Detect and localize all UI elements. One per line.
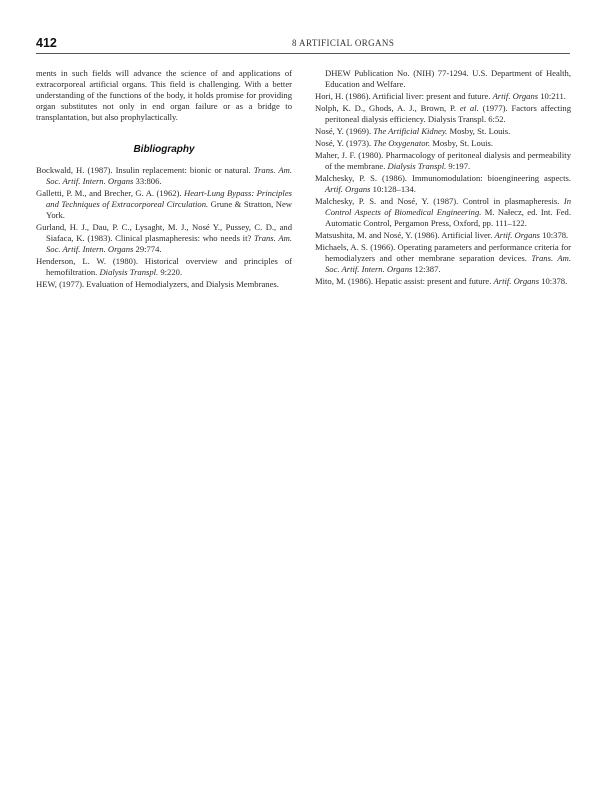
reference-entry	[315, 173, 571, 195]
reference-entry	[315, 242, 571, 275]
reference-post: 10:378.	[540, 230, 569, 240]
reference-ital: The Oxygenator.	[373, 138, 431, 148]
reference-post: 10:211.	[538, 91, 566, 101]
right-column	[315, 68, 571, 288]
reference-entry	[315, 138, 571, 149]
reference-entry	[36, 188, 292, 221]
reference-ital: Dialysis Transpl.	[387, 161, 447, 171]
reference-post: (1977). Factors affecting peritoneal dialysis efficiency. Dialysis Transpl. 6:52.	[325, 103, 572, 124]
left-column	[36, 68, 292, 291]
reference-pre: Mito, M. (1986). Hepatic assist: present and future.	[315, 276, 494, 286]
reference-post: Mosby, St. Louis.	[430, 138, 494, 148]
reference-pre: Hori, H. (1986). Artificial liver: present and future.	[315, 91, 493, 101]
reference-post: 10:378.	[539, 276, 568, 286]
reference-pre: Malchesky, P. S. and Nosé, Y. (1987). Control in plasmapheresis.	[315, 196, 564, 206]
reference-entry	[315, 230, 571, 241]
reference-post: 10:128–134.	[370, 184, 416, 194]
reference-pre: Nolph, K. D., Ghods, A. J., Brown, P.	[315, 103, 460, 113]
reference-post: 33:806.	[133, 176, 162, 186]
reference-pre: HEW, (1977). Evaluation of Hemodialyzers, and Dialysis Membranes.	[36, 279, 279, 289]
reference-ital: Artif. Organs	[325, 184, 371, 194]
reference-pre: Nosé, Y. (1969).	[315, 126, 374, 136]
reference-pre: Henderson, L. W. (1980). Historical overview and principles of hemofiltration.	[36, 256, 292, 277]
reference-pre: Bockwald, H. (1987). Insulin replacement: bionic or natural.	[36, 165, 254, 175]
reference-pre: Maher, J. F. (1980). Pharmacology of peritoneal dialysis and permeability of the membrane.	[315, 150, 571, 171]
reference-ital: Artif. Organs	[494, 230, 541, 240]
reference-entry	[36, 256, 292, 278]
reference-entry	[315, 276, 571, 287]
header-rule	[36, 53, 570, 54]
reference-ital: Dialysis Transpl.	[99, 267, 159, 277]
reference-pre: Michaels, A. S. (1966). Operating parameters and performance criteria for hemodialyzers and other membrane separation devices.	[315, 242, 571, 263]
reference-post: Mosby, St. Louis.	[447, 126, 511, 136]
reference-post: M. Nałecz, ed. Int. Fed. Automatic Control, Pergamon Press, Oxford, pp. 111–122.	[325, 207, 571, 228]
reference-entry	[36, 165, 292, 187]
bibliography-heading: Bibliography	[133, 144, 195, 155]
right-reference-list	[315, 68, 571, 287]
reference-ital: et al.	[459, 103, 479, 113]
reference-pre: Matsushita, M. and Nosé, Y. (1986). Artificial liver.	[315, 230, 495, 240]
reference-entry	[36, 222, 292, 255]
reference-ital: Artif. Organs	[492, 91, 539, 101]
running-head: 8 ARTIFICIAL ORGANS	[292, 38, 395, 48]
reference-post: 29:774.	[133, 244, 162, 254]
reference-entry	[315, 150, 571, 172]
reference-post: 9:197.	[446, 161, 471, 171]
reference-ital: In Control Aspects of Biomedical Engineering.	[325, 196, 571, 217]
reference-entry	[315, 103, 571, 125]
reference-ital: Trans. Am. Soc. Artif. Intern. Organs	[46, 165, 292, 186]
left-reference-list	[36, 165, 292, 290]
reference-pre: Gurland, H. J., Dau, P. C., Lysaght, M. J., Nosé Y., Pussey, C. D., and Siafaca, K. (1983). Clinical plasmapheresis: who needs it?	[36, 222, 292, 243]
reference-pre: Galletti, P. M., and Brecher, G. A. (1962).	[36, 188, 184, 198]
reference-entry	[315, 68, 571, 90]
reference-post: 9:220.	[158, 267, 183, 277]
page-number: 412	[36, 36, 57, 50]
reference-ital: Heart-Lung Bypass: Principles and Techniques of Extracorporeal Circulation.	[46, 188, 292, 209]
body-paragraph: ments in such fields will advance the science of and applications of extracorporeal artificial organs. This field is challenging. With a better understanding of the functions of the body, it holds promise for providing organ substitutes not only in end organ failure or as a bridge to transplantation, but also prophylactically.	[36, 68, 292, 122]
reference-ital: The Artificial Kidney.	[373, 126, 448, 136]
reference-pre: Nosé, Y. (1973).	[315, 138, 374, 148]
reference-entry	[315, 126, 571, 137]
reference-pre: DHEW Publication No. (NIH) 77-1294. U.S. Department of Health, Education and Welfare.	[325, 68, 571, 89]
reference-ital: Artif. Organs	[493, 276, 540, 286]
reference-entry	[315, 196, 571, 229]
page-header	[36, 36, 570, 52]
reference-post: Grune & Stratton, New York.	[46, 199, 292, 220]
reference-post: 12:387.	[412, 264, 441, 274]
reference-entry	[36, 279, 292, 290]
reference-ital: Trans. Am. Soc. Artif. Intern. Organs	[46, 233, 292, 254]
reference-ital: Trans. Am. Soc. Artif. Intern. Organs	[325, 253, 571, 274]
reference-pre: Malchesky, P. S. (1986). Immunomodulation: bioengineering aspects.	[315, 173, 571, 183]
reference-entry	[315, 91, 571, 102]
